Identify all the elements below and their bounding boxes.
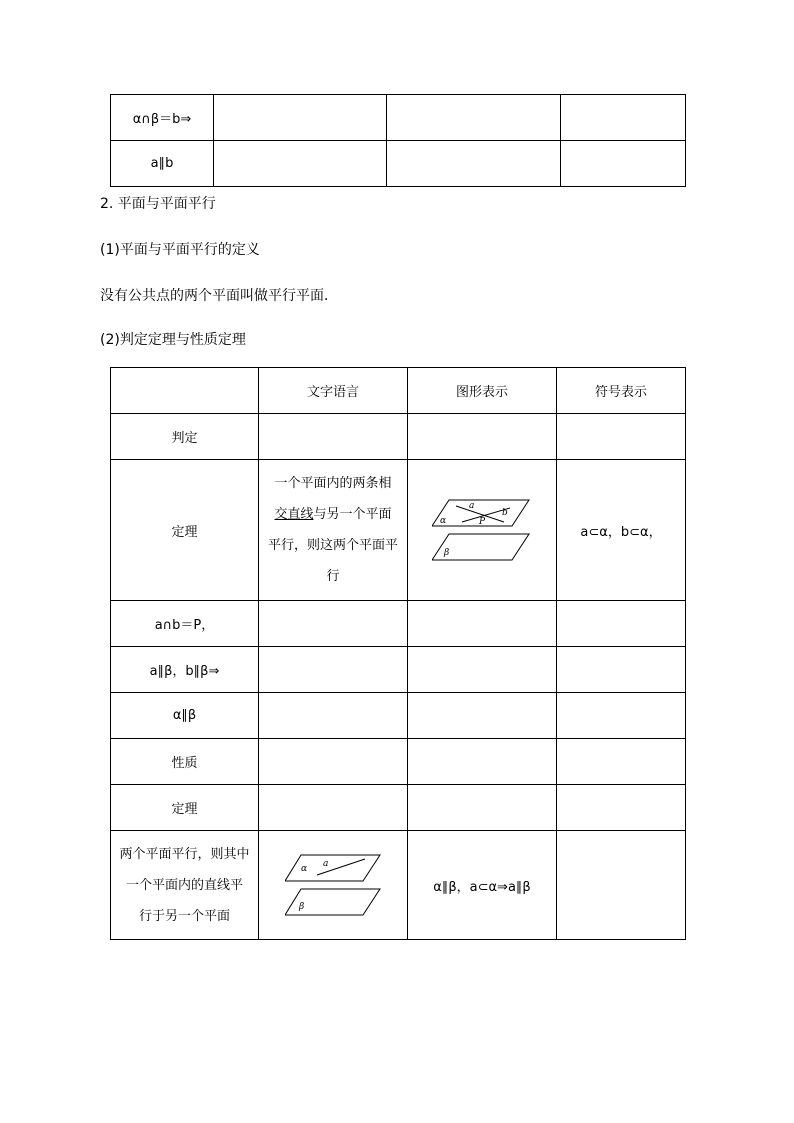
table-cell [557, 601, 686, 647]
text-fragment: 与另一个平面 [313, 507, 392, 522]
table-row [111, 601, 686, 647]
table-cell [214, 95, 387, 141]
table-cell [408, 785, 557, 831]
text-line: 一个平面内的直线平 [125, 877, 243, 893]
label-b: b [502, 508, 508, 518]
table-cell: α∥β，a⊂α⇒a∥β [408, 831, 557, 940]
plane-alpha [285, 855, 380, 881]
table-cell [387, 141, 561, 187]
table-cell: α∩β＝b⇒ [111, 95, 214, 141]
table-cell [557, 831, 686, 940]
table-cell [408, 647, 557, 693]
text-line: 行 [326, 569, 340, 584]
table-header-row [111, 368, 686, 414]
label-alpha: α [440, 516, 447, 526]
table-cell [259, 460, 408, 601]
table-cell: 定理 [111, 460, 259, 601]
definition-heading: (1)平面与平面平行的定义 [100, 242, 260, 258]
text-line: 平行，则这两个平面平 [267, 538, 398, 553]
table-row [111, 785, 686, 831]
label-a: a [469, 501, 475, 511]
text-line: 行于另一个平面 [138, 908, 230, 924]
table-row [111, 693, 686, 739]
table-cell: a⊂α，b⊂α， [557, 460, 686, 601]
table-header-cell: 文字语言 [259, 368, 408, 414]
table-cell [259, 785, 408, 831]
table-cell [408, 414, 557, 460]
text-language [259, 468, 407, 592]
label-beta: β [299, 902, 305, 912]
table-row [111, 647, 686, 693]
table-cell [557, 647, 686, 693]
table-header-cell [111, 368, 259, 414]
table-cell [408, 601, 557, 647]
table-cell [408, 693, 557, 739]
table-header-cell: 图形表示 [408, 368, 557, 414]
label-beta: β [444, 548, 450, 558]
label-alpha: α [301, 864, 308, 874]
table-cell: a∥b [111, 141, 214, 187]
theorem-heading: (2)判定定理与性质定理 [100, 332, 246, 348]
table-cell [259, 693, 408, 739]
text-line: 两个平面平行，则其中 [119, 846, 250, 862]
table-cell [408, 739, 557, 785]
table-row [111, 414, 686, 460]
table-row [111, 739, 686, 785]
underlined-term: 交直线 [274, 507, 314, 522]
table-cell [111, 831, 259, 940]
table-cell [557, 414, 686, 460]
table-cell: a∥β，b∥β⇒ [111, 647, 259, 693]
table-cell [557, 739, 686, 785]
table-cell: 判定 [111, 414, 259, 460]
table-cell [259, 414, 408, 460]
label-a: a [323, 859, 329, 869]
table-cell [259, 601, 408, 647]
table-cell [387, 95, 561, 141]
table-cell [557, 693, 686, 739]
table-row [111, 831, 686, 940]
table-row [111, 95, 686, 141]
table-cell: a∩b＝P， [111, 601, 259, 647]
table-cell [561, 95, 686, 141]
text-language [111, 839, 258, 932]
table-cell [259, 647, 408, 693]
text-line: 一个平面内的两条相 [274, 476, 392, 491]
table-header-cell: 符号表示 [557, 368, 686, 414]
definition-text: 没有公共点的两个平面叫做平行平面． [100, 288, 338, 304]
table-cell [408, 460, 557, 601]
section-heading: 2. 平面与平面平行 [100, 196, 216, 212]
top-table [110, 94, 686, 187]
table-row [111, 141, 686, 187]
text-line [265, 499, 401, 530]
table-cell: 定理 [111, 785, 259, 831]
table-cell [259, 739, 408, 785]
table-cell: 性质 [111, 739, 259, 785]
theorem-table [110, 367, 686, 940]
plane-parallel-figure [432, 498, 532, 562]
table-cell [557, 785, 686, 831]
table-row [111, 460, 686, 601]
table-cell: α∥β [111, 693, 259, 739]
table-cell [214, 141, 387, 187]
table-cell [561, 141, 686, 187]
label-p: P [479, 517, 486, 527]
plane-parallel-figure [285, 853, 381, 917]
table-cell [259, 831, 408, 940]
